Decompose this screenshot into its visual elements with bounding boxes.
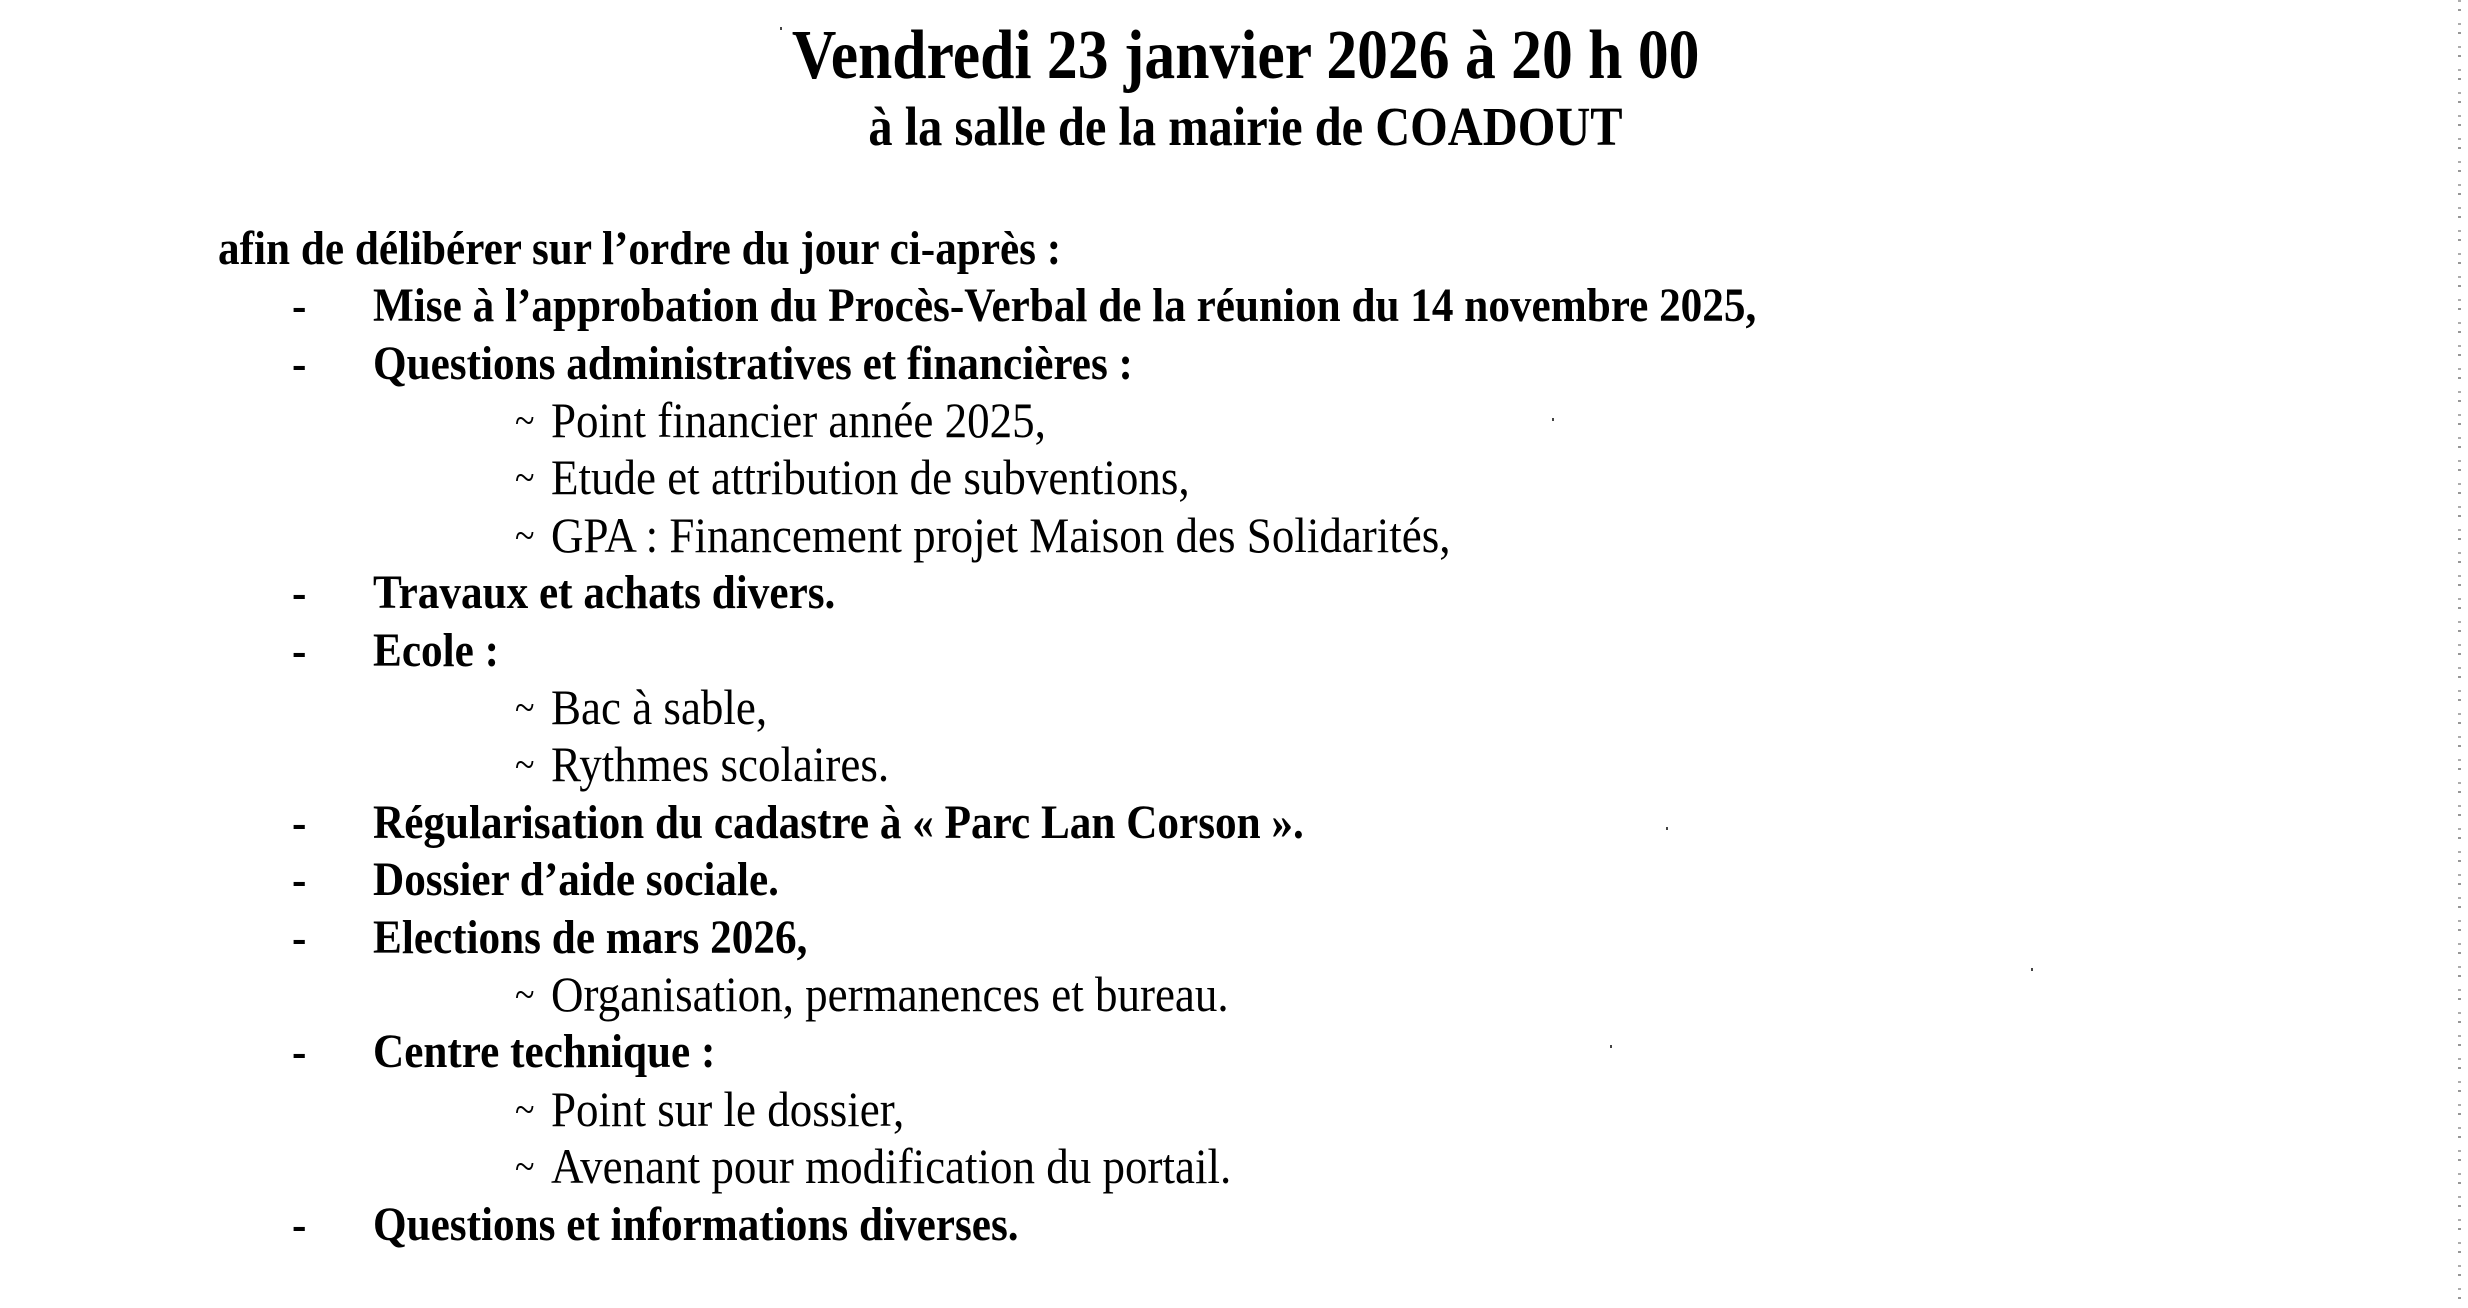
agenda-item	[292, 277, 1756, 334]
meeting-location-text: à la salle de la mairie de COADOUT	[868, 96, 1624, 157]
scan-speck	[1610, 1045, 1612, 1048]
bullet-tilde-icon: ~	[515, 972, 535, 1017]
agenda-subitem	[515, 1138, 1231, 1195]
bullet-dash-icon: -	[292, 911, 307, 964]
bullet-dash-icon: -	[292, 853, 307, 906]
scan-speck	[1552, 418, 1554, 421]
agenda-item-text: Questions et informations diverses.	[373, 1198, 1019, 1251]
bullet-dash-icon: -	[292, 1198, 307, 1251]
agenda-subitem-text: Point financier année 2025,	[551, 392, 1046, 448]
bullet-tilde-icon: ~	[515, 455, 535, 500]
scan-speck	[780, 27, 782, 30]
bullet-dash-icon: -	[292, 337, 307, 390]
agenda-item	[292, 335, 1133, 392]
bullet-tilde-icon: ~	[515, 1087, 535, 1132]
meeting-date-text: Vendredi 23 janvier 2026 à 20 h 00	[792, 17, 1700, 94]
agenda-item	[292, 1023, 715, 1080]
agenda-subitem-text: Point sur le dossier,	[551, 1081, 905, 1137]
meeting-location-heading	[12, 92, 2468, 162]
bullet-tilde-icon: ~	[515, 742, 535, 787]
bullet-tilde-icon: ~	[515, 398, 535, 443]
agenda-item-text: Régularisation du cadastre à « Parc Lan Corson ».	[373, 796, 1304, 849]
agenda-item-text: Elections de mars 2026,	[373, 911, 808, 964]
agenda-item-text: Mise à l’approbation du Procès-Verbal de la réunion du 14 novembre 2025,	[373, 279, 1757, 332]
bullet-tilde-icon: ~	[515, 685, 535, 730]
agenda-subitem-text: Avenant pour modification du portail.	[551, 1138, 1232, 1194]
bullet-dash-icon: -	[292, 796, 307, 849]
agenda-subitem-text: Rythmes scolaires.	[551, 736, 890, 792]
agenda-item	[292, 794, 1304, 851]
agenda-subitem-text: GPA : Financement projet Maison des Solidarités,	[551, 507, 1451, 563]
agenda-item-text: Ecole :	[373, 624, 499, 677]
agenda-item	[292, 564, 835, 621]
agenda-subitem-text: Etude et attribution de subventions,	[551, 449, 1190, 505]
agenda-intro: afin de délibérer sur l’ordre du jour ci-après :	[218, 222, 1062, 275]
bullet-dash-icon: -	[292, 1025, 307, 1078]
meeting-date-heading	[12, 14, 2468, 98]
agenda-subitem-text: Organisation, permanences et bureau.	[551, 966, 1229, 1022]
agenda-item-text: Dossier d’aide sociale.	[373, 853, 779, 906]
agenda-subitem	[515, 1081, 904, 1138]
agenda-item-text: Travaux et achats divers.	[373, 566, 836, 619]
bullet-tilde-icon: ~	[515, 513, 535, 558]
agenda-item	[292, 909, 807, 966]
agenda-subitem	[515, 966, 1229, 1023]
agenda-item	[292, 1196, 1019, 1253]
scan-edge-artifact	[2458, 0, 2461, 1308]
agenda-subitem	[515, 736, 889, 793]
agenda-subitem-text: Bac à sable,	[551, 679, 768, 735]
agenda-subitem	[515, 392, 1046, 449]
agenda-subitem	[515, 507, 1451, 564]
scan-speck	[2031, 968, 2033, 971]
bullet-dash-icon: -	[292, 279, 307, 332]
bullet-tilde-icon: ~	[515, 1144, 535, 1189]
agenda-item	[292, 622, 499, 679]
scan-speck	[1666, 827, 1668, 830]
agenda-subitem	[515, 449, 1190, 506]
bullet-dash-icon: -	[292, 566, 307, 619]
agenda-item	[292, 851, 779, 908]
bullet-dash-icon: -	[292, 624, 307, 677]
agenda-subitem	[515, 679, 767, 736]
agenda-item-text: Questions administratives et financières :	[373, 337, 1133, 390]
agenda-item-text: Centre technique :	[373, 1025, 716, 1078]
